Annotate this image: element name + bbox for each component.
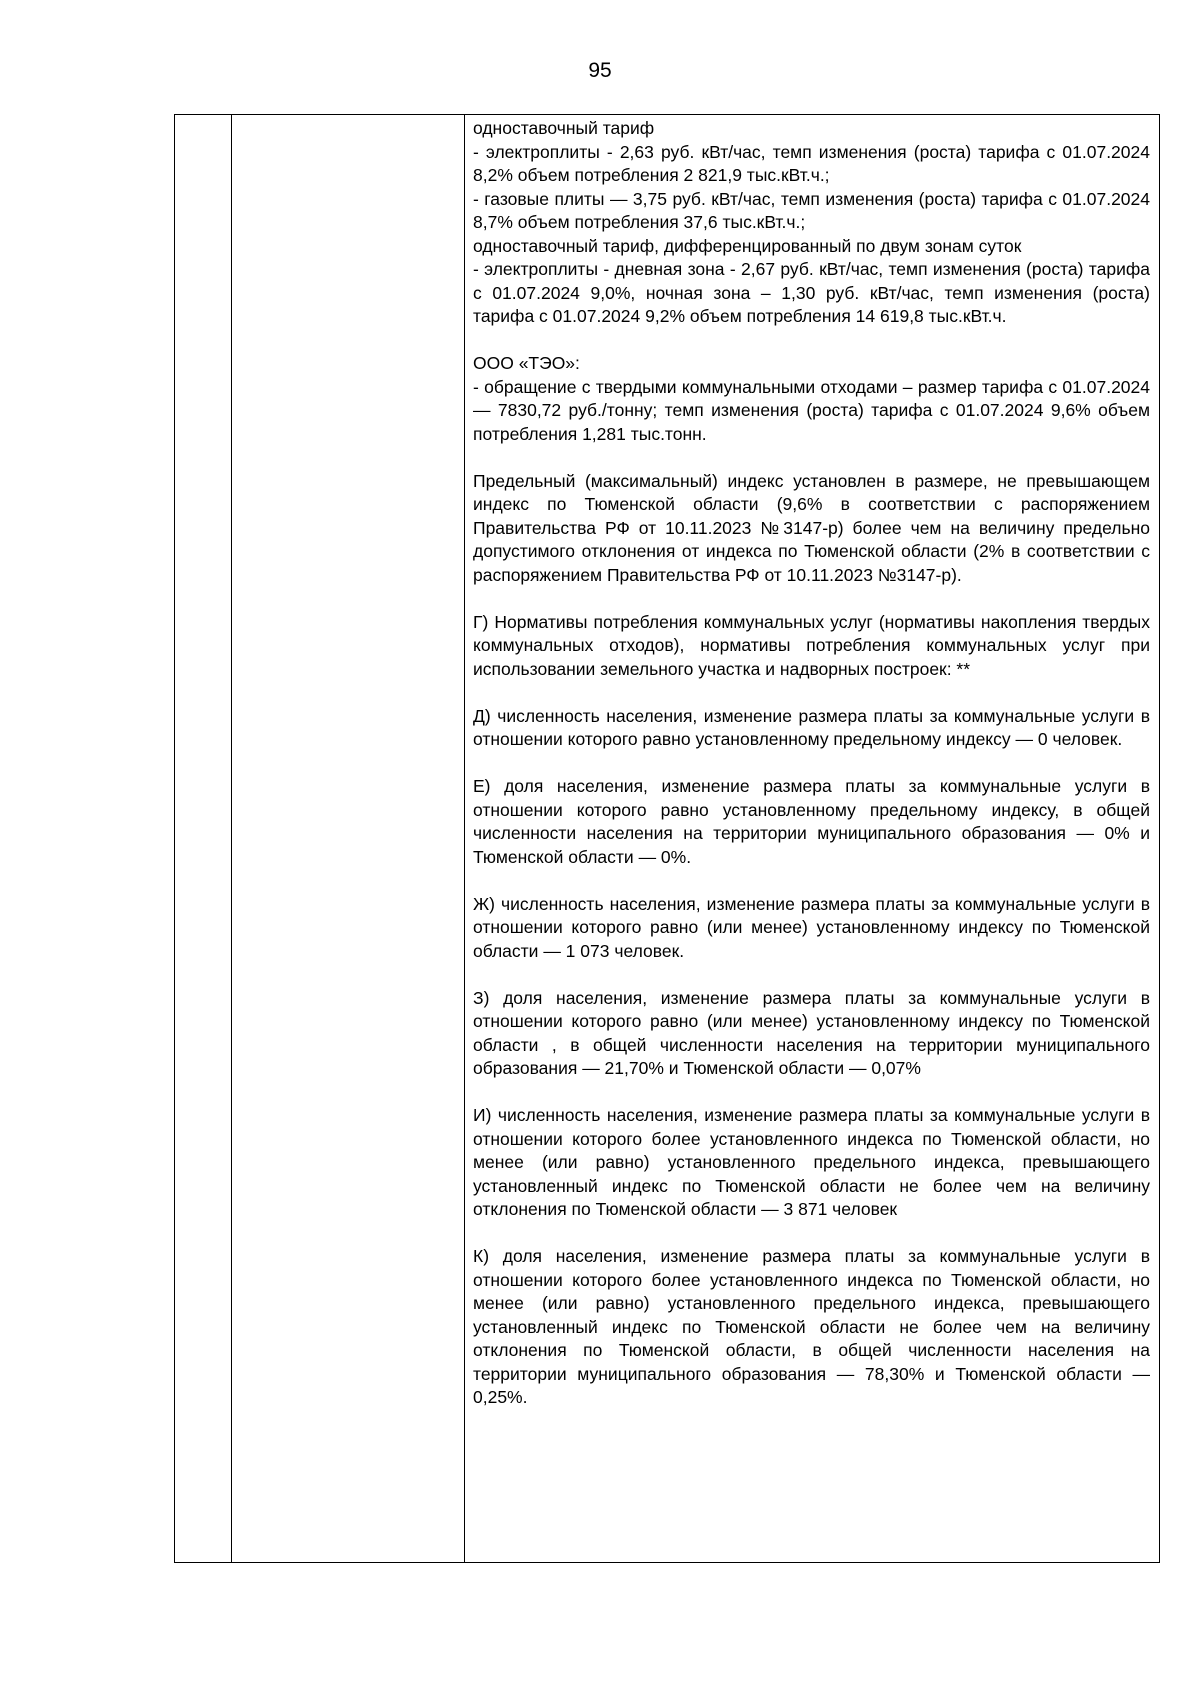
paragraph-z: З) доля населения, изменение размера платы за коммунальные услуги в отношении которого равно (или менее) установленному индексу по Тюменской области , в общей численности населения на территории муниципального образования — 21,70% и Тюменской области — 0,07%	[473, 987, 1150, 1078]
paragraph-electric-stoves: - электроплиты - 2,63 руб. кВт/час, темп изменения (роста) тарифа с 01.07.2024 8,2% объем потребления 2 821,9 тыс.кВт.ч.;	[473, 141, 1150, 185]
paragraph-two-zone-electric: - электроплиты - дневная зона - 2,67 руб. кВт/час, темп изменения (роста) тарифа с 01.07.2024 9,0%, ночная зона – 1,30 руб. кВт/час, темп изменения (роста) тарифа с 01.07.2024 9,2% объем потребления 14 619,8 тыс.кВт.ч.	[473, 259, 1150, 326]
paragraph-e: Е) доля населения, изменение размера платы за коммунальные услуги в отношении которого равно установленному предельному индексу, в общей численности населения на территории муниципального образования — 0% и Тюменской области — 0%.	[473, 776, 1150, 867]
paragraph-d: Д) численность населения, изменение размера платы за коммунальные услуги в отношении которого равно установленному предельному индексу — 0 человек.	[473, 705, 1150, 749]
paragraph-gas-stoves: - газовые плиты — 3,75 руб. кВт/час, темп изменения (роста) тарифа с 01.07.2024 8,7% объем потребления 37,6 тыс.кВт.ч.;	[473, 188, 1150, 232]
paragraph-tariff-heading: одноставочный тариф	[473, 118, 655, 138]
document-table	[174, 114, 1160, 1563]
paragraph-k: К) доля населения, изменение размера платы за коммунальные услуги в отношении которого более установленного индекса по Тюменской области, но менее (или равно) установленного предельного индекса, превышающего установленный индекс по Тюменской области не более чем на величину отклонения по Тюменской области, в общей численности населения на территории муниципального образования — 78,30% и Тюменской области — 0,25%.	[473, 1246, 1150, 1407]
paragraph-two-zone-heading: одноставочный тариф, дифференцированный по двум зонам суток	[473, 235, 1022, 256]
paragraph-i: И) численность населения, изменение размера платы за коммунальные услуги в отношении которого более установленного индекса по Тюменской области, но менее (или равно) установленного предельного индекса, превышающего установленный индекс по Тюменской области не более чем на величину отклонения по Тюменской области — 3 871 человек	[473, 1105, 1150, 1219]
page-number: 95	[588, 59, 612, 82]
paragraph-teo-heading: ООО «ТЭО»:	[473, 353, 580, 373]
paragraph-zh: Ж) численность населения, изменение размера платы за коммунальные услуги в отношении которого равно (или менее) установленному индексу по Тюменской области — 1 073 человек.	[473, 893, 1150, 961]
column-divider	[231, 115, 232, 1562]
paragraph-teo-waste: - обращение с твердыми коммунальными отходами – размер тарифа с 01.07.2024 — 7830,72 руб./тонну; темп изменения (роста) тарифа с 01.07.2024 9,6% объем потребления 1,281 тыс.тонн.	[473, 376, 1150, 444]
column-divider	[464, 115, 465, 1562]
paragraph-max-index: Предельный (максимальный) индекс установлен в размере, не превышающем индекс по Тюменской области (9,6% в соответствии с распоряжением Правительства РФ от 10.11.2023 №3147-р) более чем на величину предельно допустимого отклонения от индекса по Тюменской области (2% в соответствии с распоряжением Правительства РФ от 10.11.2023 №3147-р).	[473, 470, 1150, 585]
table-cell-text	[473, 117, 1150, 1410]
paragraph-g: Г) Нормативы потребления коммунальных услуг (нормативы накопления твердых коммунальных отходов), нормативы потребления коммунальных услуг при использовании земельного участка и надворных построек: **	[473, 611, 1150, 679]
